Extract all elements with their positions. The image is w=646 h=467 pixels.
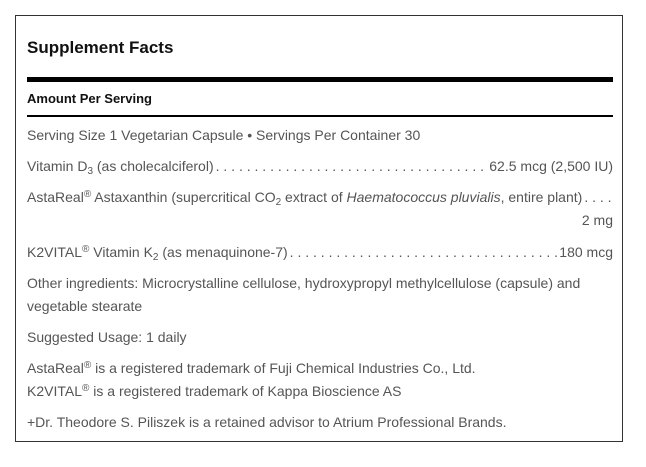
dot-leader	[290, 241, 558, 263]
panel-title: Supplement Facts	[27, 38, 174, 57]
trademark-astareal: AstaReal® is a registered trademark of Fuji Chemical Industries Co., Ltd.	[27, 360, 476, 376]
astareal-row	[27, 186, 613, 208]
vitamin-d-label: Vitamin $D_3$ (as cholecalciferol)	[27, 158, 214, 177]
amount-per-serving-heading: Amount Per Serving	[27, 91, 152, 106]
supplement-facts-panel	[15, 15, 623, 442]
other-ingredients-line-1: Other ingredients: Microcrystalline cellulose, hydroxypropyl methylcellulose (capsule) and	[27, 275, 581, 291]
k2vital-row	[27, 241, 613, 263]
thick-divider	[27, 77, 613, 82]
k2vital-amount: 180 mcg	[559, 244, 613, 260]
advisor-note: +Dr. Theodore S. Piliszek is a retained advisor to Atrium Professional Brands.	[27, 414, 507, 430]
trademark-k2vital: K2VITAL® is a registered trademark of Kappa Bioscience AS	[27, 383, 402, 399]
dot-leader	[584, 186, 611, 208]
thin-divider	[27, 115, 613, 117]
k2vital-label: K2VITAL® Vitamin $K_2$ (as menaquinone-7)	[27, 244, 288, 263]
serving-size-line: Serving Size 1 Vegetarian Capsule • Servings Per Container 30	[27, 127, 421, 143]
other-ingredients-line-2: vegetable stearate	[27, 298, 143, 314]
dot-leader	[216, 155, 488, 177]
vitamin-d-amount: 62.5 mcg (2,500 IU)	[489, 158, 613, 174]
suggested-usage: Suggested Usage: 1 daily	[27, 329, 187, 345]
vitamin-d-row	[27, 155, 613, 177]
astareal-amount: 2 mg	[581, 212, 613, 228]
astareal-label: AstaReal® Astaxanthin (supercritical $CO_2$ extract of Haematococcus pluvialis, entire plant)	[27, 189, 583, 208]
